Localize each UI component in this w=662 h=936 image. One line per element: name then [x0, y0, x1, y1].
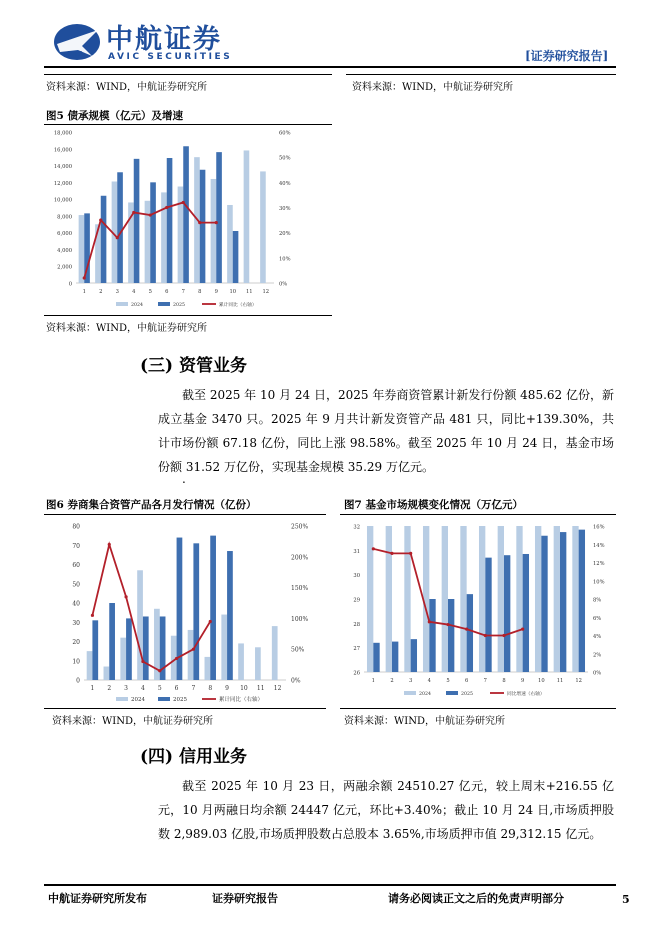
bar-2024 — [460, 526, 466, 672]
x-tick-label: 2 — [99, 289, 103, 295]
y-right-tick-label: 8% — [593, 597, 602, 604]
y-left-tick-label: 20 — [72, 639, 80, 646]
growth-point — [192, 648, 195, 651]
x-tick-label: 12 — [273, 685, 282, 692]
bar-2025 — [216, 152, 222, 283]
y-left-tick-label: 80 — [72, 523, 80, 531]
fig5-source: 资料来源：WIND，中航证券研究所 — [46, 323, 207, 334]
y-left-tick-label: 14,000 — [53, 164, 72, 171]
y-right-tick-label: 200% — [291, 554, 309, 562]
x-tick-label: 10 — [240, 685, 248, 692]
bar-2025 — [560, 532, 566, 672]
growth-point — [132, 211, 135, 214]
y-left-tick-label: 6,000 — [57, 231, 72, 238]
growth-point — [465, 628, 468, 631]
bar-2025 — [504, 555, 510, 672]
bar-2025 — [411, 639, 417, 672]
footer-center: 证券研究报告 — [212, 892, 278, 905]
section3-paragraph: 截至 2025 年 10 月 24 日，2025 年券商资管累计新发行份额 485.62 亿份，新成立基金 3470 只。2025 年 9 月共计新发资管产品 481 只，同比+139.30%，共计市场份额 67.18 亿份，同比上涨 98.58%。截至 2025 年 10 月 24 日，基金市场份额 31.52 万亿份，实现基金规模 35.29 万亿元。 — [158, 388, 614, 474]
y-left-tick-label: 32 — [353, 524, 360, 531]
x-tick-label: 10 — [229, 289, 237, 295]
fig6-title: 图6 券商集合资管产品各月发行情况（亿份） — [46, 499, 257, 511]
bar-2025 — [448, 599, 454, 672]
growth-point — [521, 628, 524, 631]
growth-point — [149, 213, 152, 216]
page-number: 5 — [622, 893, 630, 906]
bar-2025 — [373, 643, 379, 672]
section4-paragraph: 截至 2025 年 10 月 23 日，两融余额 24510.27 亿元，较上周末+216.55 亿元，10 月两融日均余额 24447 亿元，环比+3.40%；截止 10 月 24 日,市场质押股数 2,989.03 亿股,市场质押股数占总股本 3.65%,市场质押市值 29,312.15 亿元。 — [158, 779, 614, 841]
bar-2024 — [120, 638, 126, 680]
growth-point — [198, 221, 201, 224]
bar-2024 — [386, 526, 392, 672]
x-tick-label: 12 — [575, 678, 582, 684]
legend-label-line: 同比增速（右轴） — [507, 692, 545, 697]
x-tick-label: 8 — [502, 678, 506, 684]
x-tick-label: 4 — [427, 678, 431, 684]
legend-swatch-2025 — [158, 697, 170, 701]
y-left-tick-label: 2,000 — [57, 264, 72, 271]
bar-2024 — [554, 526, 560, 672]
y-left-tick-label: 16,000 — [53, 147, 72, 154]
y-right-tick-label: 30% — [279, 206, 291, 212]
y-right-tick-label: 250% — [291, 523, 309, 531]
legend-swatch-2024 — [116, 302, 128, 306]
fig7-title: 图7 基金市场规模变化情况（万亿元） — [344, 499, 523, 511]
section3-heading: (三) 资管业务 — [140, 356, 248, 376]
y-right-tick-label: 12% — [593, 561, 605, 567]
growth-point — [165, 206, 168, 209]
legend-swatch-2024 — [404, 691, 416, 695]
bar-2025 — [429, 599, 435, 672]
legend-label-2025: 2025 — [173, 303, 185, 308]
legend-label-2025: 2025 — [173, 697, 187, 703]
bar-2025 — [101, 196, 107, 283]
top-source-left: 资料来源：WIND，中航证券研究所 — [46, 82, 207, 93]
bar-2024 — [260, 171, 266, 283]
section4-heading: (四) 信用业务 — [140, 747, 248, 767]
x-tick-label: 1 — [371, 678, 375, 684]
header-rule — [44, 66, 616, 68]
fig7-source: 资料来源：WIND，中航证券研究所 — [344, 716, 505, 727]
bar-2024 — [572, 526, 578, 672]
x-tick-label: 7 — [191, 685, 196, 692]
x-tick-label: 7 — [181, 289, 185, 295]
logo-text: AVIC — [66, 51, 83, 58]
y-right-tick-label: 6% — [593, 615, 602, 622]
footer-rule — [44, 884, 616, 886]
x-tick-label: 12 — [262, 289, 270, 295]
brand-name-cn: 中航证券 — [106, 24, 222, 55]
y-left-tick-label: 28 — [353, 621, 360, 628]
y-right-tick-label: 14% — [593, 542, 605, 549]
fig7-chart — [340, 516, 616, 706]
fig5-chart — [44, 126, 334, 312]
y-right-tick-label: 0% — [593, 670, 602, 677]
bar-2024 — [227, 205, 233, 283]
bar-2025 — [134, 159, 140, 283]
x-tick-label: 5 — [157, 685, 162, 692]
bar-2025 — [392, 642, 398, 672]
y-right-tick-label: 2% — [593, 652, 602, 659]
rule — [340, 514, 616, 515]
rule — [44, 74, 332, 75]
bar-2024 — [211, 179, 217, 283]
growth-point — [390, 552, 393, 555]
growth-point — [446, 623, 449, 626]
y-right-tick-label: 0% — [291, 677, 301, 685]
x-tick-label: 8 — [208, 685, 213, 692]
y-left-tick-label: 60 — [72, 562, 80, 569]
stray-dot: . — [182, 472, 186, 486]
legend-label-line: 累计同比（右轴） — [219, 303, 257, 308]
y-left-tick-label: 10 — [72, 658, 80, 666]
y-left-tick-label: 31 — [353, 548, 360, 555]
y-left-tick-label: 27 — [353, 646, 360, 653]
x-tick-label: 11 — [556, 678, 564, 684]
x-tick-label: 5 — [446, 678, 450, 684]
bar-2025 — [227, 551, 233, 680]
legend-swatch-2025 — [158, 302, 170, 306]
bar-2025 — [150, 182, 156, 283]
bar-2024 — [244, 150, 250, 283]
report-tag: [证券研究报告] — [525, 49, 609, 63]
rule — [346, 74, 616, 75]
growth-point — [124, 595, 127, 598]
legend-label-2024: 2024 — [131, 697, 145, 703]
y-right-tick-label: 0% — [279, 281, 288, 288]
bar-2025 — [467, 594, 473, 672]
legend-label-line: 累计同比（右轴） — [219, 697, 264, 703]
y-right-tick-label: 50% — [279, 155, 291, 162]
y-left-tick-label: 0 — [68, 281, 72, 288]
bar-2024 — [205, 657, 211, 680]
x-tick-label: 11 — [256, 685, 265, 692]
bar-2024 — [479, 526, 485, 672]
y-left-tick-label: 10,000 — [53, 197, 72, 204]
bar-2025 — [210, 536, 216, 680]
y-left-tick-label: 70 — [72, 542, 80, 550]
x-tick-label: 1 — [82, 289, 86, 295]
y-right-tick-label: 60% — [279, 130, 291, 137]
growth-point — [141, 660, 144, 663]
top-source-right: 资料来源：WIND，中航证券研究所 — [352, 82, 513, 93]
y-right-tick-label: 10% — [593, 579, 605, 586]
bar-2024 — [272, 626, 278, 680]
growth-point — [175, 657, 178, 660]
y-left-tick-label: 26 — [353, 670, 360, 677]
x-tick-label: 2 — [390, 678, 394, 684]
bar-2024 — [221, 615, 227, 680]
x-tick-label: 6 — [174, 685, 179, 692]
avic-logo-icon — [52, 20, 102, 62]
y-right-tick-label: 40% — [279, 180, 291, 187]
bar-2024 — [79, 215, 85, 283]
y-left-tick-label: 12,000 — [53, 180, 72, 187]
x-tick-label: 9 — [225, 685, 229, 692]
bar-2024 — [137, 570, 143, 680]
y-left-tick-label: 30 — [353, 573, 360, 580]
bar-2025 — [579, 530, 585, 672]
y-right-tick-label: 150% — [291, 585, 309, 593]
bar-2024 — [255, 647, 261, 680]
x-tick-label: 3 — [124, 685, 128, 692]
growth-point — [428, 620, 431, 623]
x-tick-label: 9 — [214, 289, 218, 295]
fig5-title: 图5 债承规模（亿元）及增速 — [46, 110, 183, 122]
x-tick-label: 6 — [165, 289, 169, 295]
growth-point — [158, 669, 161, 672]
bar-2024 — [161, 192, 167, 283]
bar-2025 — [523, 554, 529, 672]
bar-2025 — [126, 618, 132, 680]
legend-swatch-2024 — [116, 697, 128, 701]
rule — [44, 514, 326, 515]
fig6-chart — [44, 516, 328, 706]
bar-2025 — [233, 231, 239, 283]
growth-point — [91, 614, 94, 617]
x-tick-label: 10 — [538, 678, 545, 684]
legend-label-2024: 2024 — [419, 692, 431, 697]
y-left-tick-label: 8,000 — [57, 214, 72, 221]
y-right-tick-label: 50% — [291, 646, 305, 654]
rule — [44, 124, 332, 125]
growth-point — [116, 236, 119, 239]
growth-point — [83, 276, 86, 279]
growth-point — [215, 221, 218, 224]
bar-2025 — [193, 543, 199, 680]
y-left-tick-label: 18,000 — [53, 130, 72, 137]
growth-point — [372, 547, 375, 550]
bar-2024 — [442, 526, 448, 672]
bar-2024 — [238, 643, 244, 680]
x-tick-label: 3 — [115, 289, 119, 295]
x-tick-label: 1 — [90, 685, 95, 692]
bar-2025 — [117, 172, 123, 283]
y-right-tick-label: 10% — [279, 256, 291, 263]
growth-point — [99, 218, 102, 221]
bar-2024 — [145, 201, 151, 283]
x-tick-label: 7 — [483, 678, 487, 684]
bar-2024 — [535, 526, 541, 672]
legend-label-2025: 2025 — [461, 692, 473, 697]
x-tick-label: 8 — [198, 289, 202, 295]
bar-2024 — [498, 526, 504, 672]
bar-2025 — [167, 158, 173, 283]
y-left-tick-label: 29 — [353, 597, 360, 604]
x-tick-label: 4 — [132, 289, 136, 295]
fig6-source: 资料来源：WIND，中航证券研究所 — [52, 716, 213, 727]
brand-name-en: AVIC SECURITIES — [108, 52, 233, 62]
bar-2025 — [143, 616, 149, 680]
x-tick-label: 11 — [245, 289, 253, 295]
bar-2025 — [200, 170, 206, 283]
bar-2024 — [188, 630, 194, 680]
header — [0, 0, 662, 72]
x-tick-label: 6 — [465, 678, 469, 684]
bar-2024 — [87, 651, 93, 680]
growth-point — [209, 620, 212, 623]
y-right-tick-label: 20% — [279, 231, 291, 238]
growth-point — [182, 201, 185, 204]
bar-2025 — [541, 536, 547, 672]
bar-2025 — [92, 620, 98, 680]
rule — [44, 708, 326, 709]
growth-point — [484, 634, 487, 637]
y-right-tick-label: 16% — [593, 524, 605, 531]
rule — [340, 708, 616, 709]
y-left-tick-label: 0 — [76, 677, 80, 685]
footer-right: 请务必阅读正文之后的免责声明部分 — [388, 892, 564, 905]
bar-2024 — [516, 526, 522, 672]
growth-point — [409, 552, 412, 555]
growth-point — [108, 543, 111, 546]
y-right-tick-label: 100% — [291, 615, 309, 623]
footer-left: 中航证券研究所发布 — [48, 892, 147, 905]
bar-2024 — [404, 526, 410, 672]
y-left-tick-label: 30 — [72, 619, 80, 627]
y-left-tick-label: 40 — [72, 600, 80, 608]
bar-2024 — [178, 187, 184, 283]
x-tick-label: 4 — [141, 685, 145, 692]
y-right-tick-label: 4% — [593, 634, 602, 640]
x-tick-label: 5 — [148, 289, 152, 295]
x-tick-label: 3 — [409, 678, 413, 684]
bar-2025 — [485, 558, 491, 672]
bar-2025 — [183, 146, 189, 283]
x-tick-label: 9 — [521, 678, 525, 684]
bar-2024 — [104, 667, 110, 680]
rule — [44, 315, 332, 316]
bar-2025 — [109, 603, 115, 680]
growth-point — [502, 634, 505, 637]
y-left-tick-label: 4,000 — [57, 247, 72, 254]
y-left-tick-label: 50 — [72, 581, 80, 589]
legend-swatch-2025 — [446, 691, 458, 695]
legend-label-2024: 2024 — [131, 303, 143, 308]
x-tick-label: 2 — [107, 685, 112, 692]
